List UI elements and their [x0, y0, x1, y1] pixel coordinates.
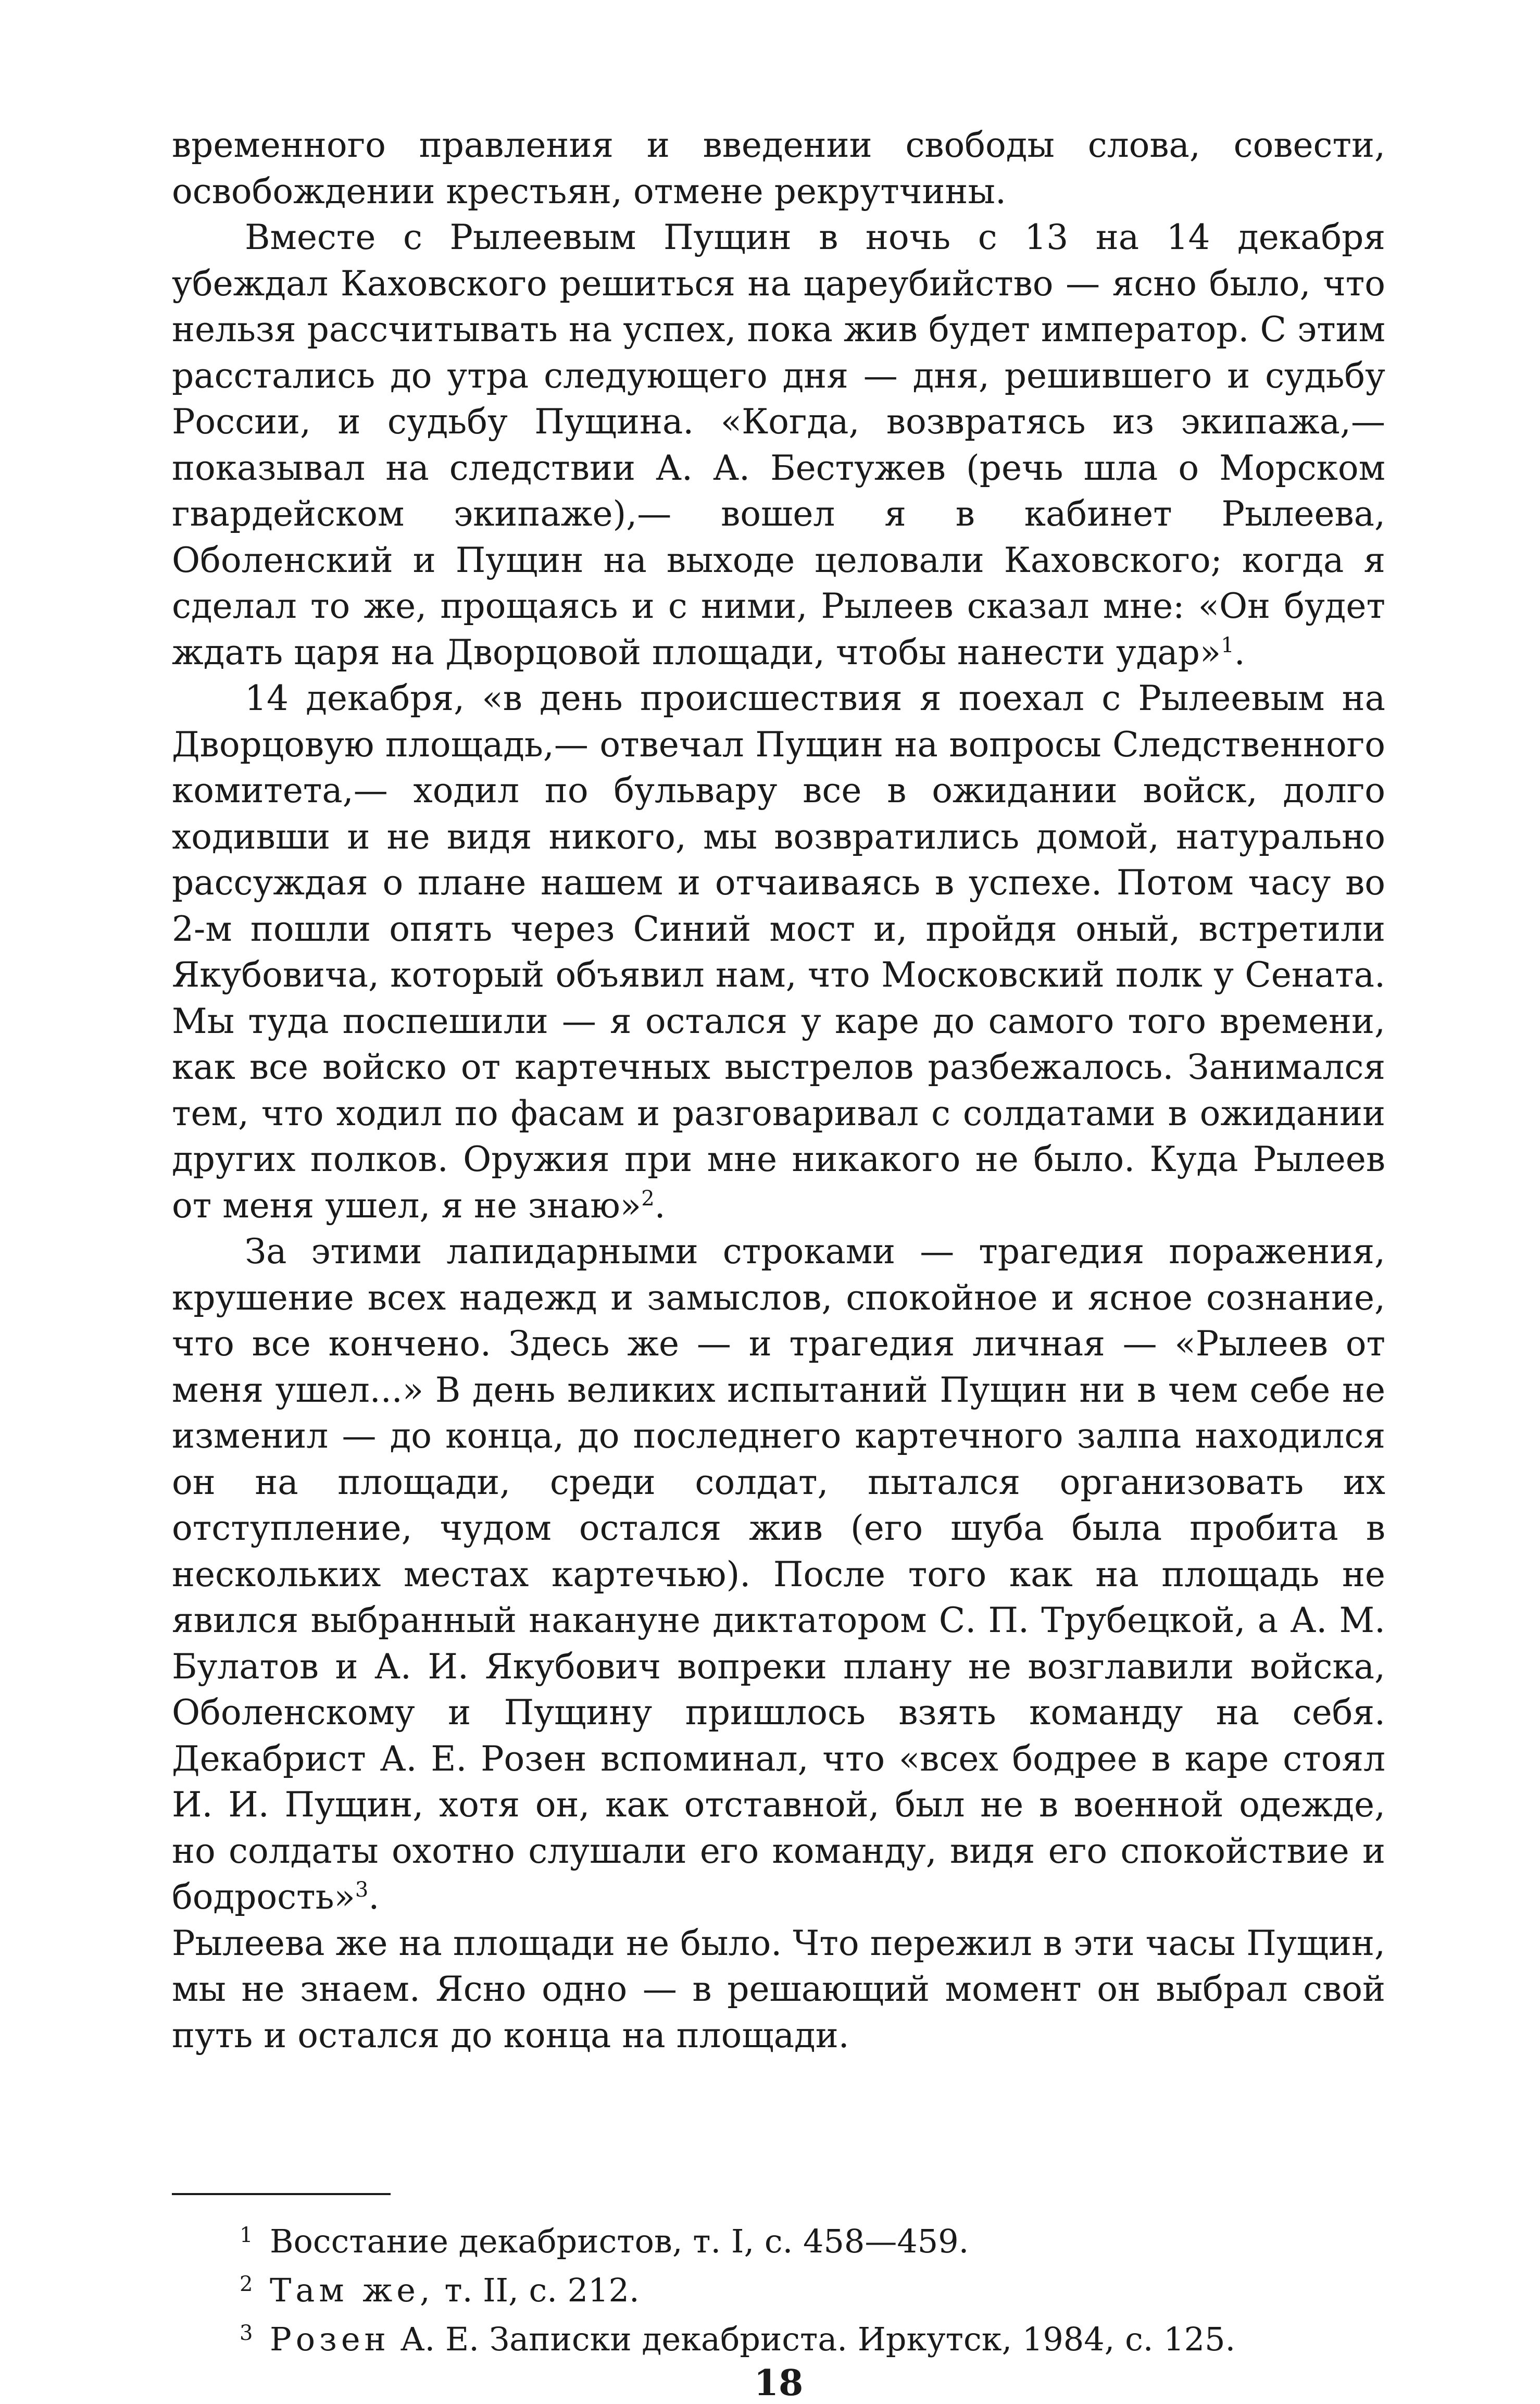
body-text — [172, 122, 1385, 2059]
footnote-number: 1 — [240, 2223, 253, 2247]
footnote-author: Розен — [270, 2320, 390, 2358]
paragraph-2: Вместе с Рылеевым Пущин в ночь с 13 на 14 декабря убеждал Каховского решиться на цареубийство — ясно было, что нельзя рассчитывать на успех, пока жив будет император. С этим расстались до утра следующего дня — дня, решившего и судьбу России, и судьбу Пущина. «Когда, возвратясь из экипажа,— показывал на следствии А. А. Бестужев (речь шла о Морском гвардейском экипаже),— вошел я в кабинет Рылеева, Оболенский и Пущин на выходе целовали Каховского; когда я сделал то же, прощаясь и с ними, Рылеев сказал мне: «Он будет ждать царя на Дворцовой площади, чтобы нанести удар»$^1$. — [172, 217, 1385, 672]
footnote-text: т. II, с. 212. — [434, 2271, 640, 2309]
footnote-divider — [172, 2193, 391, 2195]
footnote-author: Там же, — [270, 2271, 434, 2309]
footnote-text: Восстание декабристов, т. I, с. 458—459. — [270, 2222, 969, 2260]
footnote-ref-1[interactable]: 1 — [1221, 633, 1234, 657]
footnote-ref-3[interactable]: 3 — [355, 1878, 369, 1902]
footnote-2 — [240, 2263, 1385, 2312]
paragraph-2-text: Вместе с Рылеевым Пущин в ночь с 13 на 14 декабря убеждал Каховского решиться на цареубийство — ясно было, что нельзя рассчитывать на успех, пока жив будет император. С этим расстались до утра следующего дня — дня, решившего и судьбу России, и судьбу Пущина. «Когда, возвратясь из экипажа,— показывал на следствии А. А. Бестужев (речь шла о Морском гвардейском экипаже),— вошел я в кабинет Рылеева, Оболенский и Пущин на выходе целовали Каховского; когда я сделал то же, прощаясь и с ними, Рылеев сказал мне: «Он будет ждать царя на Дворцовой площади, чтобы нанести удар» — [172, 217, 1385, 672]
footnote-text: А. Е. Записки декабриста. Иркутск, 1984, с. 125. — [390, 2320, 1236, 2358]
footnote-number: 3 — [240, 2321, 253, 2345]
page — [172, 122, 1385, 2404]
page-number: 18 — [754, 2362, 804, 2404]
footnote-number: 2 — [240, 2272, 253, 2296]
paragraph-5-text: Рылеева же на площади не было. Что пережил в эти часы Пущин, мы не знаем. Ясно одно — в решающий момент он выбрал свой путь и остался до конца на площади. — [172, 1923, 1385, 2056]
footnote-3 — [240, 2312, 1385, 2361]
footnote-1 — [240, 2214, 1385, 2263]
paragraph-4-text: За этими лапидарными строками — трагедия поражения, крушение всех надежд и замыслов, спокойное и ясное сознание, что все кончено. Здесь же — и трагедия личная — «Рылеев от меня ушел...» В день великих испытаний Пущин ни в чем себе не изменил — до конца, до последнего картечного залпа находился он на площади, среди солдат, пытался организовать их отступление, чудом остался жив (его шуба была пробита в нескольких местах картечью). После того как на площадь не явился выбранный накануне диктатором С. П. Трубецкой, а А. М. Булатов и А. И. Якубович вопреки плану не возглавили войска, Оболенскому и Пущину пришлось взять команду на себя. Декабрист А. Е. Розен вспоминал, что «всех бодрее в каре стоял И. И. Пущин, хотя он, как отставной, был не в военной одежде, но солдаты охотно слушали его команду, видя его спокойствие и бодрость» — [172, 1231, 1385, 1917]
paragraph-4: За этими лапидарными строками — трагедия поражения, крушение всех надежд и замыслов, спокойное и ясное сознание, что все кончено. Здесь же — и трагедия личная — «Рылеев от меня ушел...» В день великих испытаний Пущин ни в чем себе не изменил — до конца, до последнего картечного залпа находился он на площади, среди солдат, пытался организовать их отступление, чудом остался жив (его шуба была пробита в нескольких местах картечью). После того как на площадь не явился выбранный накануне диктатором С. П. Трубецкой, а А. М. Булатов и А. И. Якубович вопреки плану не возглавили войска, Оболенскому и Пущину пришлось взять команду на себя. Декабрист А. Е. Розен вспоминал, что «всех бодрее в каре стоял И. И. Пущин, хотя он, как отставной, был не в военной одежде, но солдаты охотно слушали его команду, видя его спокойствие и бодрость»$^3$. — [172, 1231, 1385, 1917]
paragraph-5 — [172, 1921, 1385, 2059]
paragraph-3-text: 14 декабря, «в день происшествия я поехал с Рылеевым на Дворцовую площадь,— отвечал Пущин на вопросы Следственного комитета,— ходил по бульвару все в ожидании войск, долго ходивши и не видя никого, мы возвратились домой, натурально рассуждая о плане нашем и отчаиваясь в успехе. Потом часу во 2-м пошли опять через Синий мост и, пройдя оный, встретили Якубовича, который объявил нам, что Московский полк у Сената. Мы туда поспешили — я остался у каре до самого того времени, как все войско от картечных выстрелов разбежалось. Занимался тем, что ходил по фасам и разговаривал с солдатами в ожидании других полков. Оружия при мне никакого не было. Куда Рылеев от меня ушел, я не знаю» — [172, 678, 1385, 1226]
paragraph-1-text: временного правления и введении свободы слова, совести, освобождении крестьян, отмене рекрутчины. — [172, 125, 1385, 211]
footnote-ref-2[interactable]: 2 — [641, 1186, 655, 1211]
paragraph-3: 14 декабря, «в день происшествия я поехал с Рылеевым на Дворцовую площадь,— отвечал Пущин на вопросы Следственного комитета,— ходил по бульвару все в ожидании войск, долго ходивши и не видя никого, мы возвратились домой, натурально рассуждая о плане нашем и отчаиваясь в успехе. Потом часу во 2-м пошли опять через Синий мост и, пройдя оный, встретили Якубовича, который объявил нам, что Московский полк у Сената. Мы туда поспешили — я остался у каре до самого того времени, как все войско от картечных выстрелов разбежалось. Занимался тем, что ходил по фасам и разговаривал с солдатами в ожидании других полков. Оружия при мне никакого не было. Куда Рылеев от меня ушел, я не знаю»$^2$. — [172, 678, 1385, 1226]
footnotes — [240, 2214, 1385, 2361]
paragraph-1 — [172, 122, 1385, 215]
